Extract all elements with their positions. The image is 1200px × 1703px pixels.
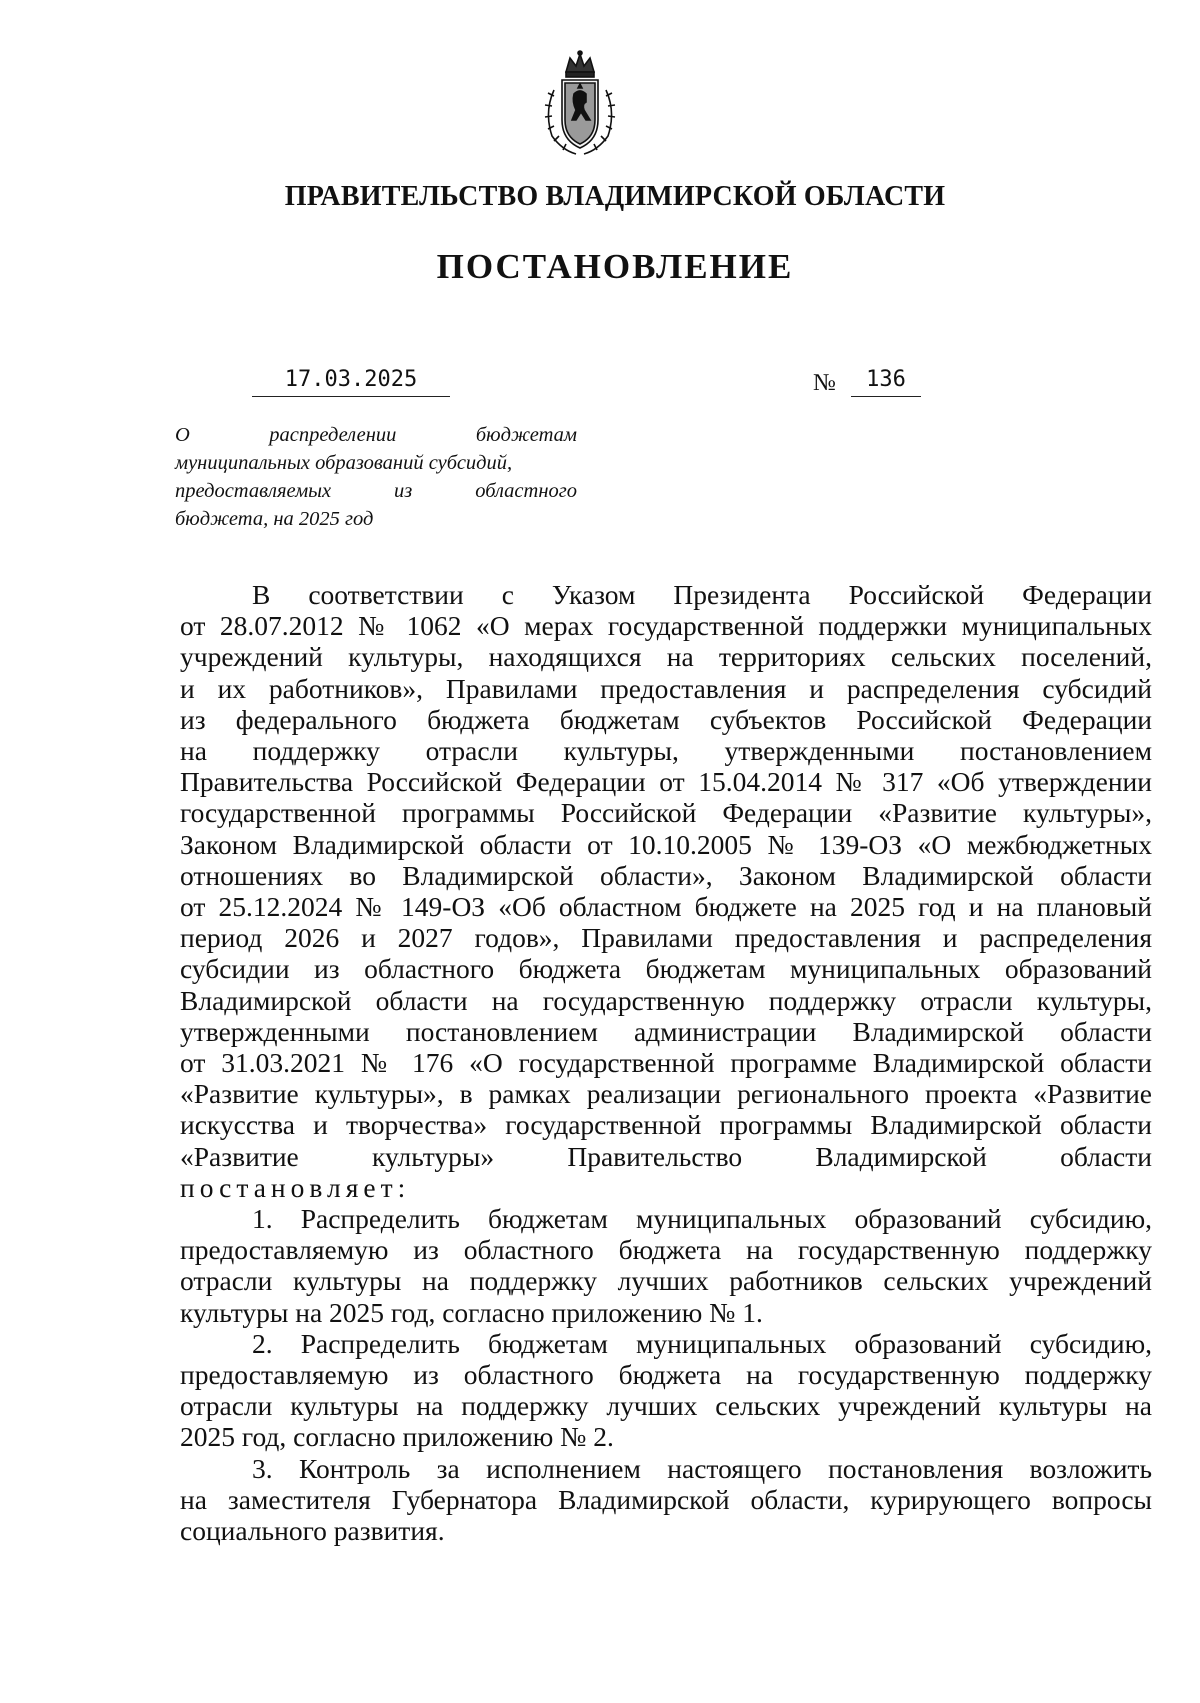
body-line: от 28.07.2012 № 1062 «О мерах государственной поддержки муниципальных	[180, 610, 1152, 642]
body-line: отношениях во Владимирской области», Законом Владимирской области	[180, 859, 1152, 891]
body-line: от 25.12.2024 № 149-ОЗ «Об областном бюджете на 2025 год и на плановый	[180, 891, 1152, 923]
body-line: отрасли культуры на поддержку лучших сельских учреждений культуры на	[180, 1390, 1152, 1422]
clause-2: 2. Распределить бюджетам муниципальных образований субсидию,	[252, 1327, 1152, 1359]
subject-line: О распределении бюджетам	[175, 424, 577, 446]
body-line: 2025 год, согласно приложению № 2.	[180, 1421, 614, 1453]
body-line: предоставляемую из областного бюджета на государственную поддержку	[180, 1359, 1152, 1391]
body-line: предоставляемую из областного бюджета на государственную поддержку	[180, 1234, 1152, 1266]
organization-name: ПРАВИТЕЛЬСТВО ВЛАДИМИРСКОЙ ОБЛАСТИ	[284, 181, 946, 212]
body-line: Законом Владимирской области от 10.10.2005 № 139-ОЗ «О межбюджетных	[180, 828, 1152, 860]
body-line: «Развитие культуры», в рамках реализации регионального проекта «Развитие	[180, 1078, 1152, 1110]
resolution-word: постановляет:	[180, 1171, 411, 1203]
body-line: государственной программы Российской Федерации «Развитие культуры»,	[180, 797, 1152, 829]
body-line: утвержденными постановлением администрации Владимирской области	[180, 1015, 1152, 1047]
subject-line: предоставляемых из областного	[175, 480, 577, 502]
document-type-title: ПОСТАНОВЛЕНИЕ	[436, 247, 794, 286]
document-number: 136	[851, 367, 921, 397]
body-line: социального развития.	[180, 1515, 445, 1547]
body-line: «Развитие культуры» Правительство Владимирской области	[180, 1140, 1152, 1172]
body-line: Владимирской области на государственную поддержку отрасли культуры,	[180, 984, 1152, 1016]
body-line: и их работников», Правилами предоставления и распределения субсидий	[180, 672, 1152, 704]
clause-3: 3. Контроль за исполнением настоящего постановления возложить	[252, 1452, 1152, 1484]
document-subject	[175, 421, 577, 533]
body-line: Правительства Российской Федерации от 15.04.2014 № 317 «Об утверждении	[180, 766, 1152, 798]
body-line: на поддержку отрасли культуры, утвержденными постановлением	[180, 735, 1152, 767]
body-line: из федерального бюджета бюджетам субъектов Российской Федерации	[180, 703, 1152, 735]
document-date: 17.03.2025	[252, 367, 450, 397]
subject-line: муниципальных образований субсидий,	[175, 452, 513, 474]
body-line: В соответствии с Указом Президента Российской Федерации	[252, 579, 1152, 610]
body-line: искусства и творчества» государственной программы Владимирской области	[180, 1109, 1152, 1141]
clause-1: 1. Распределить бюджетам муниципальных образований субсидию,	[252, 1203, 1152, 1235]
body-line: от 31.03.2021 № 176 «О государственной программе Владимирской области	[180, 1047, 1152, 1079]
number-label: №	[813, 370, 836, 396]
body-line: учреждений культуры, находящихся на территориях сельских поселений,	[180, 641, 1152, 673]
coat-of-arms-icon	[540, 50, 620, 158]
body-line: культуры на 2025 год, согласно приложению № 1.	[180, 1296, 763, 1328]
document-body	[180, 579, 1152, 1546]
body-line: период 2026 и 2027 годов», Правилами предоставления и распределения	[180, 922, 1152, 954]
body-line: на заместителя Губернатора Владимирской области, курирующего вопросы	[180, 1483, 1152, 1515]
subject-line: бюджета, на 2025 год	[175, 508, 374, 530]
body-line: субсидии из областного бюджета бюджетам муниципальных образований	[180, 953, 1152, 985]
body-line: отрасли культуры на поддержку лучших работников сельских учреждений	[180, 1265, 1152, 1297]
